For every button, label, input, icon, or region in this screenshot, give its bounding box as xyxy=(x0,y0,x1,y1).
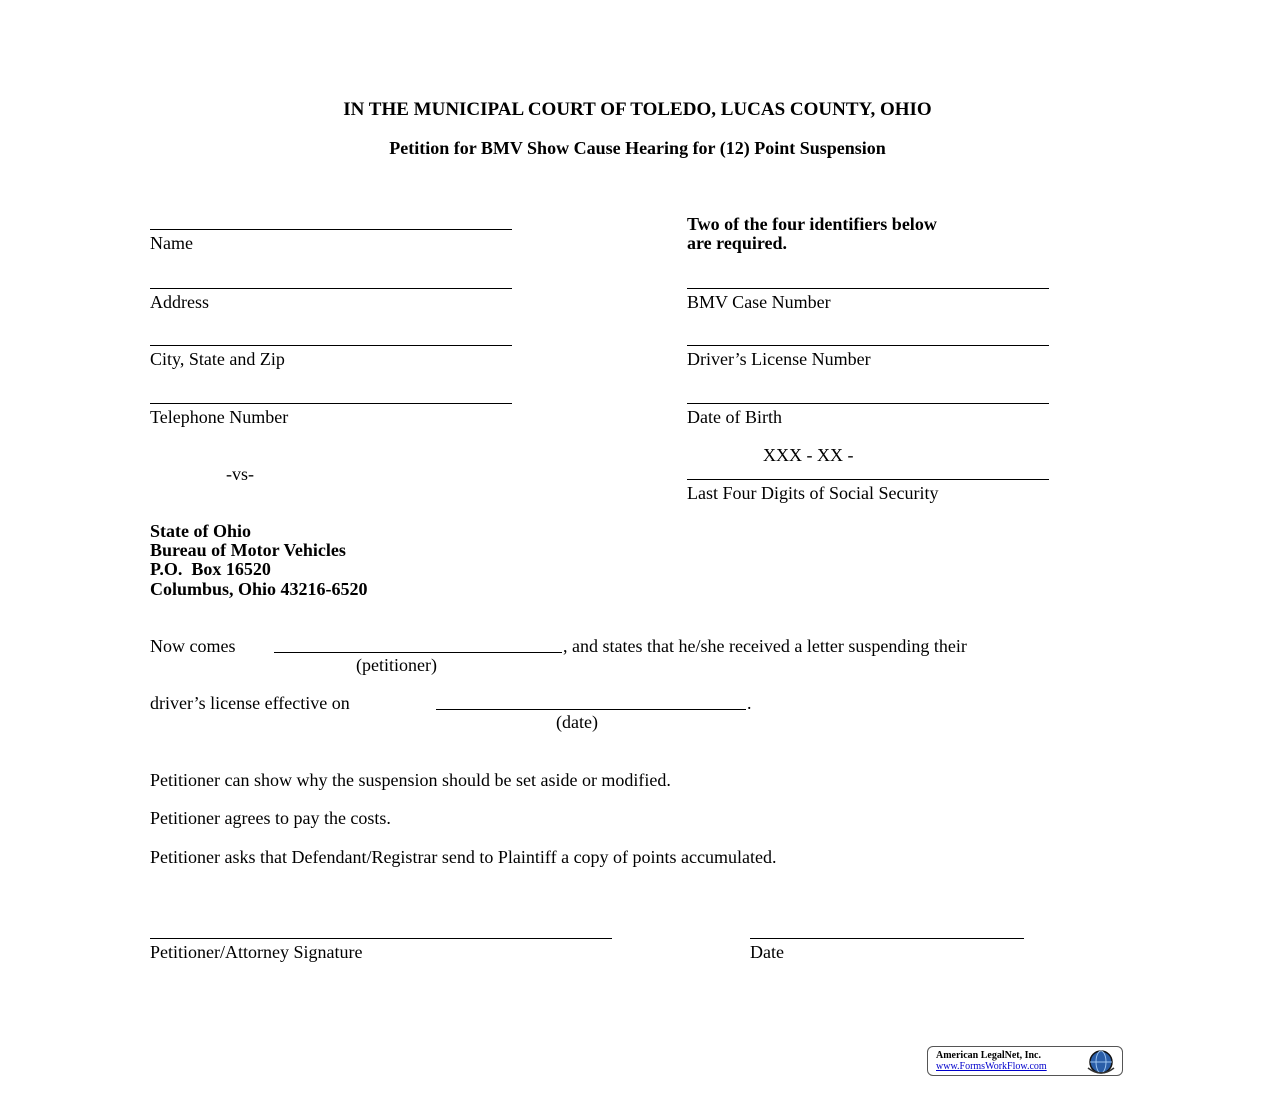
globe-icon xyxy=(1083,1048,1119,1076)
versus-label: -vs- xyxy=(226,464,254,484)
signature-date-label: Date xyxy=(750,942,784,962)
date-of-birth-label: Date of Birth xyxy=(687,407,782,427)
identifiers-note-line1: Two of the four identifiers below xyxy=(687,214,937,234)
company-logo xyxy=(927,1046,1123,1076)
drivers-license-input-line[interactable] xyxy=(687,345,1049,346)
address-label: Address xyxy=(150,292,209,312)
telephone-input-line[interactable] xyxy=(150,403,512,404)
date-of-birth-input-line[interactable] xyxy=(687,403,1049,404)
court-title: IN THE MUNICIPAL COURT OF TOLEDO, LUCAS COUNTY, OHIO xyxy=(343,99,932,120)
address-input-line[interactable] xyxy=(150,288,512,289)
defendant-line1: State of Ohio xyxy=(150,521,251,541)
name-input-line[interactable] xyxy=(150,229,512,230)
petitioner-name-input-line[interactable] xyxy=(274,652,562,653)
now-comes-text: Now comes xyxy=(150,636,236,656)
petitioner-caption: (petitioner) xyxy=(356,655,437,675)
form-title: Petition for BMV Show Cause Hearing for (12) Point Suspension xyxy=(389,138,886,158)
signature-label: Petitioner/Attorney Signature xyxy=(150,942,363,962)
signature-date-input-line[interactable] xyxy=(750,938,1024,939)
name-label: Name xyxy=(150,233,193,253)
ssn-prefix: XXX - XX - xyxy=(763,445,854,465)
signature-input-line[interactable] xyxy=(150,938,612,939)
ssn-input-line[interactable] xyxy=(687,479,1049,480)
drivers-license-label: Driver’s License Number xyxy=(687,349,871,369)
city-state-zip-input-line[interactable] xyxy=(150,345,512,346)
bmv-case-input-line[interactable] xyxy=(687,288,1049,289)
telephone-label: Telephone Number xyxy=(150,407,289,427)
company-url-link[interactable]: www.FormsWorkFlow.com xyxy=(936,1061,1047,1072)
defendant-line4: Columbus, Ohio 43216-6520 xyxy=(150,579,368,599)
states-text: , and states that he/she received a letter suspending their xyxy=(563,636,967,656)
date-caption: (date) xyxy=(556,712,598,732)
statement-points-copy: Petitioner asks that Defendant/Registrar send to Plaintiff a copy of points accumulated. xyxy=(150,847,777,867)
bmv-case-label: BMV Case Number xyxy=(687,292,831,312)
defendant-line3: P.O. Box 16520 xyxy=(150,559,271,579)
ssn-label: Last Four Digits of Social Security xyxy=(687,483,939,503)
identifiers-note-line2: are required. xyxy=(687,233,787,253)
defendant-line2: Bureau of Motor Vehicles xyxy=(150,540,346,560)
statement-set-aside: Petitioner can show why the suspension should be set aside or modified. xyxy=(150,770,671,790)
city-state-zip-label: City, State and Zip xyxy=(150,349,285,369)
period: . xyxy=(747,693,752,713)
statement-pay-costs: Petitioner agrees to pay the costs. xyxy=(150,808,391,828)
license-effective-text: driver’s license effective on xyxy=(150,693,350,713)
effective-date-input-line[interactable] xyxy=(436,709,746,710)
company-name: American LegalNet, Inc. xyxy=(936,1050,1041,1061)
